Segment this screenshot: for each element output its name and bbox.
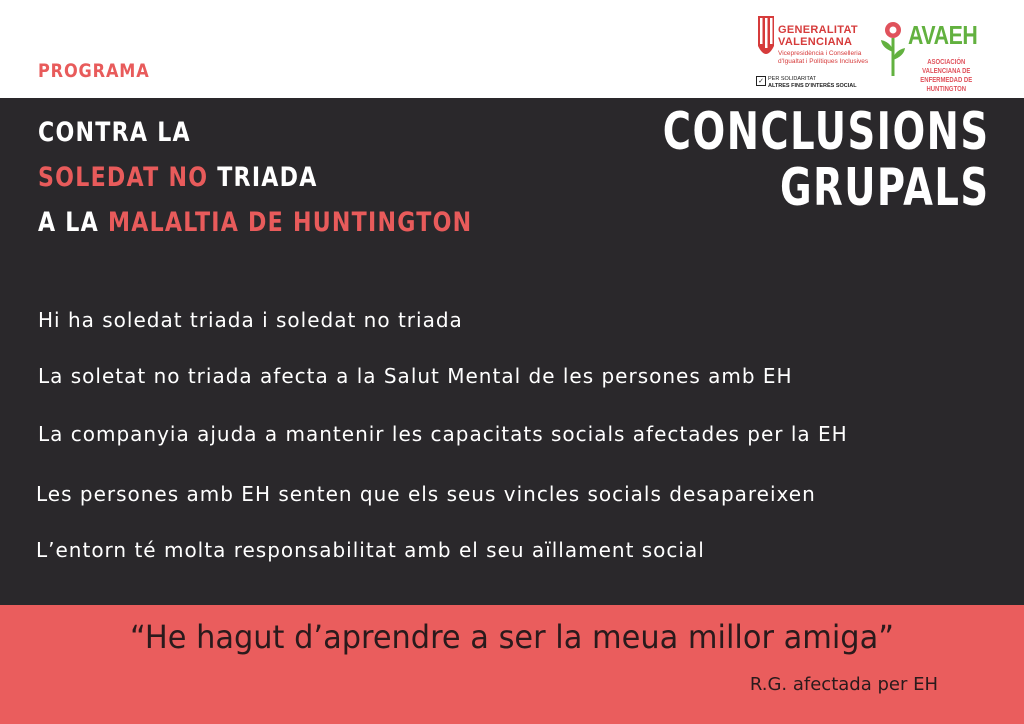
statement-item: La companyia ajuda a mantenir les capacitats socials afectades per la EH (38, 422, 848, 446)
generalitat-logo (756, 14, 876, 92)
statement-item: Hi ha soledat triada i soledat no triada (38, 308, 463, 332)
title-line-1: CONTRA LA (38, 117, 191, 148)
checkbox-icon: ✓ (756, 76, 766, 86)
conclusions-heading: CONCLUSIONS GRUPALS (663, 102, 990, 218)
programa-label: PROGRAMA (38, 60, 150, 82)
statement-item: Les persones amb EH senten que els seus vincles socials desapareixen (36, 482, 816, 506)
program-title (38, 110, 472, 245)
generalitat-shield-icon (756, 14, 776, 64)
generalitat-subtitle: Vicepresidència i Conselleria d'Igualtat i Polítiques Inclusives (778, 50, 869, 65)
avaeh-title: AVAEH (908, 20, 978, 50)
avaeh-flower-icon (878, 18, 908, 78)
title-line-3: A LA MALALTIA DE HUNTINGTON (38, 207, 473, 238)
solidaritat-text: PER SOLIDARITAT ALTRES FINS D'INTERÈS SOCIAL (768, 76, 857, 89)
avaeh-logo (878, 14, 998, 92)
statement-item: La soletat no triada afecta a la Salut Mental de les persones amb EH (38, 364, 793, 388)
avaeh-subtitle: ASOCIACIÓN VALENCIANA DE ENFERMEDAD DE HUNTINGTON (920, 59, 973, 93)
quote-text: “He hagut d’aprendre a ser la meua millor amiga” (130, 618, 894, 656)
title-line-2: SOLEDAT NO TRIADA (38, 162, 318, 193)
generalitat-title: GENERALITAT VALENCIANA (778, 24, 858, 48)
quote-author: R.G. afectada per EH (749, 674, 938, 695)
statement-item: L’entorn té molta responsabilitat amb el seu aïllament social (36, 538, 705, 562)
